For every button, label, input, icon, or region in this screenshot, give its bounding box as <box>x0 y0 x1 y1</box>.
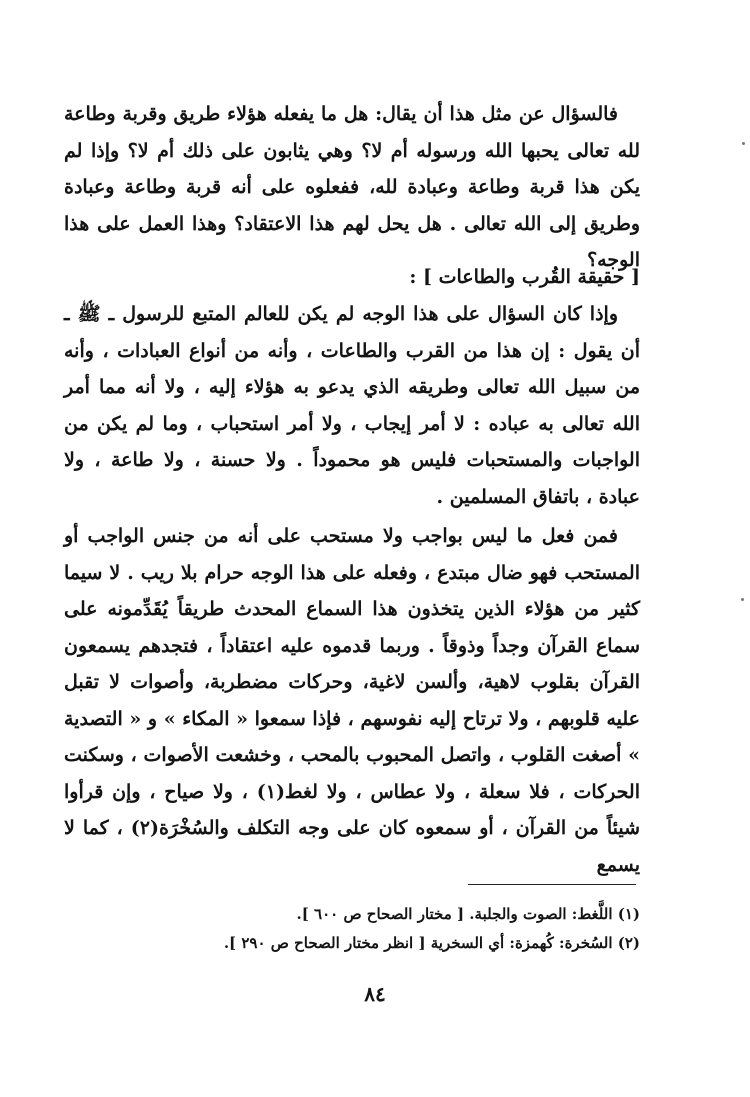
margin-speck <box>741 598 744 601</box>
margin-speck <box>742 142 745 145</box>
footnote-divider <box>468 884 636 885</box>
section-heading: [ حقيقة القُرب والطاعات ] : <box>409 266 640 288</box>
paragraph-answer-text: وإذا كان السؤال على هذا الوجه لم يكن للعالم المتبع للرسول ـ ﷺ ـ أن يقول : إن هذا من القرب والطاعات ، وأنه من أنواع العبادات ، وأنه من سبيل الله تعالى وطريقه الذي يدعو به هؤلاء إليه ، ولا أنه مما أمر الله تعالى به عباده : لا أمر إيجاب ، ولا أمر استحباب ، وما لم يكن من الواجبات والمستحبات فليس هو محموداً . ولا حسنة ، ولا طاعة ، ولا عبادة ، باتفاق المسلمين . <box>64 303 640 508</box>
paragraph-question-text: فالسؤال عن مثل هذا أن يقال: هل ما يفعله هؤلاء طريق وقربة وطاعة لله تعالى يحبها الله ورسوله أم لا؟ وهي يثابون على ذلك أم لا؟ وإذا لم يكن هذا قربة وطاعة وعبادة لله، ففعلوه على أنه قربة وطاعة وعبادة وطريق إلى الله تعالى . هل يحل لهم هذا الاعتقاد؟ وهذا العمل على هذا الوجه؟ <box>64 103 640 271</box>
paragraph-question <box>64 96 640 279</box>
page-number: ٨٤ <box>364 982 386 1006</box>
paragraph-innovation-text: فمن فعل ما ليس بواجب ولا مستحب على أنه من جنس الواجب أو المستحب فهو ضال مبتدع ، وفعله على هذا الوجه حرام بلا ريب . لا سيما كثير من هؤلاء الذين يتخذون هذا السماع المحدث طريقاً يُقَدِّمونه على سماع القرآن وجداً وذوقاً . وربما قدموه عليه اعتقاداً ، فتجدهم يسمعون القرآن بقلوب لاهية، وألسن لاغية، وحركات مضطربة، وأصوات لا تقبل عليه قلوبهم ، ولا ترتاح إليه نفوسهم ، فإذا سمعوا « المكاء » و « التصدية » أصغت القلوب ، واتصل المحبوب بالمحب ، وخشعت الأصوات ، وسكنت الحركات ، فلا سعلة ، ولا عطاس ، ولا لغط(١) ، ولا صياح ، وإن قرأوا شيئاً من القرآن ، أو سمعوه كان على وجه التكلف والسُخْرَة(٢) ، كما لا يسمع <box>64 525 640 876</box>
paragraph-innovation <box>64 518 640 883</box>
footnote-1: (١) اللَّغط: الصوت والجلبة. [ مختار الصحاح ص ٦٠٠ ]. <box>296 905 640 923</box>
paragraph-answer <box>64 296 640 515</box>
footnote-2: (٢) السُخرة: كُهمزة: أي السخرية [ انظر مختار الصحاح ص ٢٩٠ ]. <box>223 934 640 952</box>
footnotes <box>64 900 640 958</box>
